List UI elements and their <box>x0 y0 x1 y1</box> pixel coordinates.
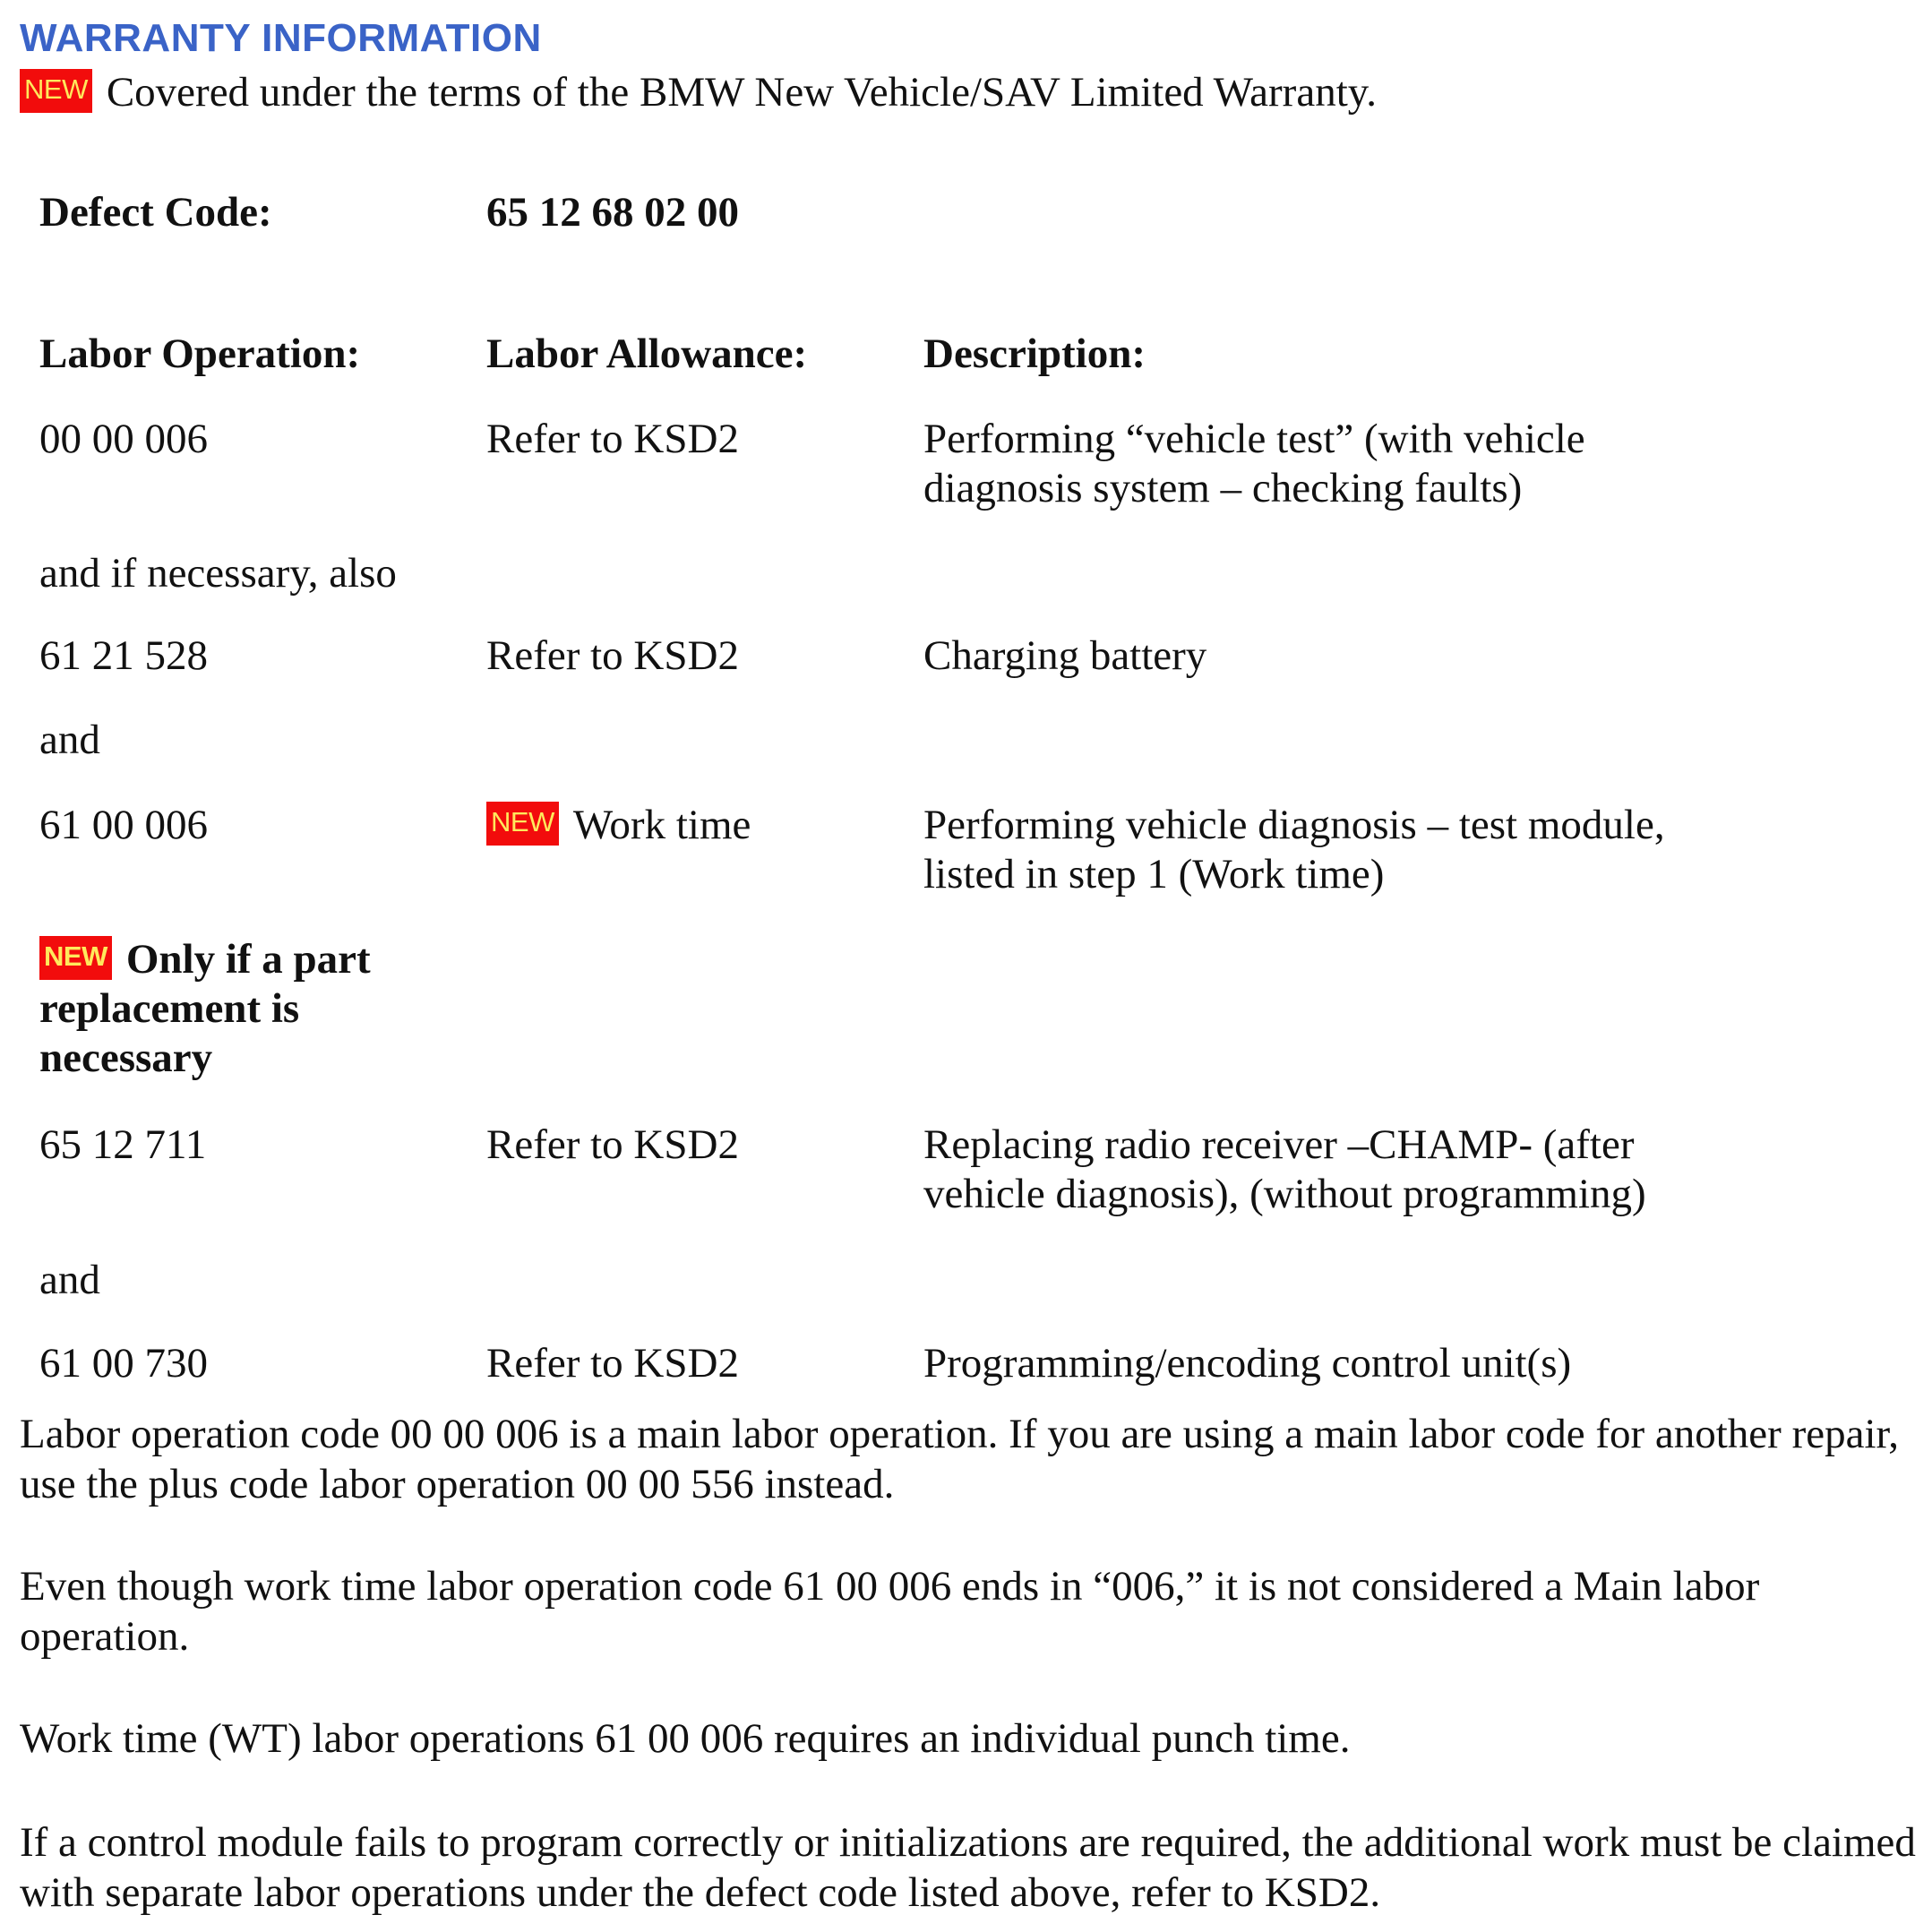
note-paragraph: Even though work time labor operation code 61 00 006 ends in “006,” it is not considered a Main labor operation. <box>20 1563 1760 1660</box>
coverage-text: Covered under the terms of the BMW New Vehicle/SAV Limited Warranty. <box>106 69 1377 116</box>
labor-op-code: 61 00 730 <box>39 1340 208 1387</box>
part-replacement-line: necessary <box>39 1035 213 1081</box>
defect-code-label: Defect Code: <box>39 189 272 236</box>
labor-allowance: Work time <box>572 802 751 848</box>
header-description: Description: <box>923 331 1146 377</box>
description-line: Charging battery <box>923 632 1207 679</box>
description-line: listed in step 1 (Work time) <box>923 851 1385 897</box>
labor-allowance: Refer to KSD2 <box>486 416 739 462</box>
note-paragraph: Work time (WT) labor operations 61 00 006 requires an individual punch time. <box>20 1715 1351 1762</box>
description-line: vehicle diagnosis), (without programming) <box>923 1171 1646 1217</box>
part-replacement-line: Only if a part <box>125 936 371 983</box>
labor-allowance-worktime <box>486 800 751 850</box>
description-line: Performing “vehicle test” (with vehicle <box>923 416 1585 462</box>
header-labor-allowance: Labor Allowance: <box>486 331 808 377</box>
labor-allowance: Refer to KSD2 <box>486 1340 739 1387</box>
description-line: Replacing radio receiver –CHAMP- (after <box>923 1121 1635 1168</box>
new-badge: NEW <box>20 69 92 113</box>
header-labor-operation: Labor Operation: <box>39 331 361 377</box>
page-title: WARRANTY INFORMATION <box>20 16 542 60</box>
labor-op-code: 61 21 528 <box>39 632 208 679</box>
description-line: Performing vehicle diagnosis – test module, <box>923 802 1665 848</box>
connector-text: and if necessary, also <box>39 550 397 597</box>
labor-allowance: Refer to KSD2 <box>486 632 739 679</box>
description-line: Programming/encoding control unit(s) <box>923 1340 1572 1387</box>
labor-allowance: Refer to KSD2 <box>486 1121 739 1168</box>
labor-op-code: 00 00 006 <box>39 416 208 462</box>
note-paragraph: If a control module fails to program correctly or initializations are required, the additional work must be claimed with separate labor operations under the defect code listed above, refer to KSD2. <box>20 1819 1916 1916</box>
note-paragraph: Labor operation code 00 00 006 is a main labor operation. If you are using a main labor code for another repair, use the plus code labor operation 00 00 556 instead. <box>20 1411 1900 1507</box>
labor-op-code: 65 12 711 <box>39 1121 207 1168</box>
defect-code-value: 65 12 68 02 00 <box>486 189 739 236</box>
part-replacement-heading <box>39 934 371 984</box>
description-line: diagnosis system – checking faults) <box>923 465 1523 511</box>
new-badge: NEW <box>39 936 112 980</box>
coverage-line <box>20 67 1377 117</box>
connector-text: and <box>39 1257 100 1303</box>
new-badge: NEW <box>486 802 559 846</box>
part-replacement-line: replacement is <box>39 985 300 1032</box>
labor-op-code: 61 00 006 <box>39 802 208 848</box>
connector-text: and <box>39 717 100 763</box>
